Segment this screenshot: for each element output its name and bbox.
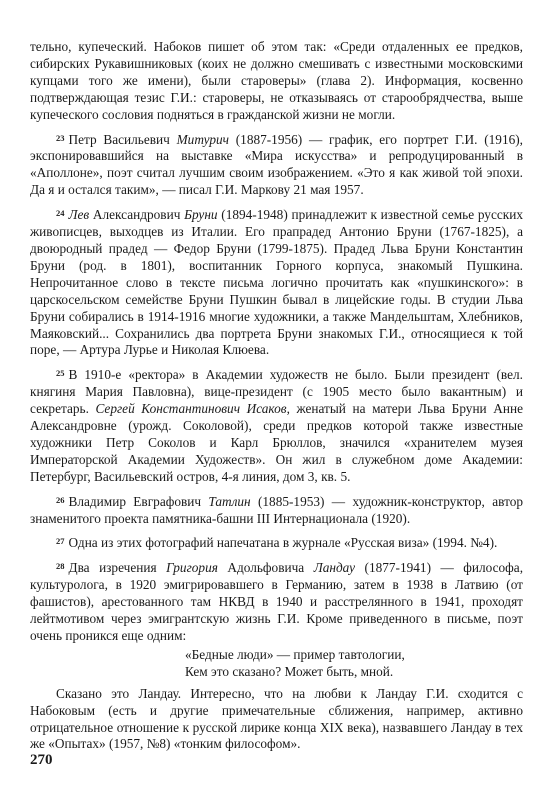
- footnote-text: Петр Васильевич: [68, 131, 177, 147]
- footnote-text: (1877-1941) — философа, культуролога, в 1920 эмигрировавшего в Германию, затем в 1938 в Латвию (от фашистов), арестованного там НКВД в 1940 и расстрелянного в 1941, проходят лейтмотивом через эмигрантскую жизнь Г.И. Кроме приведенного в письме, поэт очень проникся еще одним:: [30, 560, 524, 643]
- footnote-text: , женатый на матери Льва Бруни Анне Александровне (урожд. Соколовой), среди предков которой также известные художники Петр Соколов и Карл Брюллов, значился «хранителем музея Императорской Академии Художеств». Он жил в служебном доме Академии: Петербург, Васильевский остров, 4-я линия, дом 3, кв. 5.: [30, 401, 523, 484]
- footnote-27: [30, 533, 523, 552]
- footnote-23: [30, 130, 523, 200]
- footnote-name: Сергей Константинович Исаков: [95, 401, 287, 417]
- page-number: 270: [30, 752, 53, 768]
- footnote-name: Лев: [68, 207, 90, 223]
- footnote-text: Два изречения: [68, 560, 167, 576]
- footnote-text: Адольфовича: [217, 560, 314, 576]
- footnote-text: В 1910-е «ректора» в Академии художеств не было. Были президент (вел. княгиня Мария Павловна), вице-президент (с 1905 место было вакантным) и секретарь.: [30, 367, 523, 417]
- footnote-name: Григория: [166, 560, 218, 576]
- page-body: [30, 39, 523, 753]
- footnote-24: [30, 205, 523, 359]
- footnote-number: 26: [56, 494, 65, 505]
- closing-paragraph: Сказано это Ландау. Интересно, что на любви к Ландау Г.И. сходится с Набоковым (есть и другие примечательные сближения, например, активно отрицательное отношение к русской лирике конца XIX века), назвавшего Ландау в тех же «Опытах» (1957, №8) «тонким философом».: [30, 685, 523, 752]
- footnote-name: Бруни: [184, 207, 218, 223]
- footnote-number: 28: [56, 561, 65, 572]
- footnote-number: 23: [56, 132, 65, 143]
- verse-line: Кем это сказано? Может быть, мной.: [185, 663, 394, 679]
- footnote-text: (1894-1948) принадлежит к известной семье русских живописцев, выходцев из Италии. Его прапрадед Антонио Бруни (1767-1825), а двоюродный прадед — Федор Бруни (1799-1875). Прадед Льва Бруни Константин Бруни (род. в 1801), воспитанник Горного корпуса, знакомый Пушкина. Непрочитанное слово в тексте письма логично прочитать как «пушкинского»: в царскосельском семействе Бруни Пушкин бывал в лицейские годы. В студии Льва Бруни собирались в 1914-1916 многие художники, а также Мандельштам, Хлебников, Маяковский... Сохранились два портрета Бруни знакомых Г.И., относящиеся к той поре, — Артура Лурье и Николая Клюева.: [30, 207, 523, 358]
- footnote-25: [30, 365, 523, 485]
- footnote-text: (1885-1953) — художник-конструктор, автор знаменитого проекта памятника-башни III Интернационала (1920).: [30, 493, 523, 526]
- footnote-26: [30, 492, 523, 528]
- footnote-number: 24: [56, 208, 65, 219]
- intro-paragraph: тельно, купеческий. Набоков пишет об этом так: «Среди отдаленных ее предков, сибирских Рукавишниковых (коих не должно смешивать с известными московскими купцами того же имени), были староверы» (глава 2). Информация, косвенно подтверждающая тезис Г.И.: староверы, не отказываясь от старообрядчества, выше купеческого сословия подняться в гражданской жизни не могли.: [30, 39, 523, 122]
- footnote-name: Татлин: [208, 493, 251, 509]
- footnote-text: Александрович: [89, 207, 185, 223]
- verse-line: «Бедные люди» — пример тавтологии,: [185, 646, 405, 662]
- footnote-text: Владимир Евграфович: [68, 493, 209, 509]
- footnote-number: 25: [56, 368, 65, 379]
- footnote-name: Митурич: [176, 131, 229, 147]
- footnote-text: Одна из этих фотографий напечатана в журнале «Русская виза» (1994. №4).: [68, 535, 498, 551]
- verse-quote: [30, 647, 523, 681]
- footnote-number: 27: [56, 536, 65, 547]
- footnote-text: (1887-1956) — график, его портрет Г.И. (1916), экспонировавшийся на выставке «Мира искусства» и репродуцированный в «Аполлоне», поэт считал лучшим своим изображением. «Это я как живой той эпохи. Да я и остался таким», — писал Г.И. Маркову 21 мая 1957.: [30, 131, 524, 198]
- footnote-28: [30, 558, 523, 645]
- footnote-name: Ландау: [313, 560, 356, 576]
